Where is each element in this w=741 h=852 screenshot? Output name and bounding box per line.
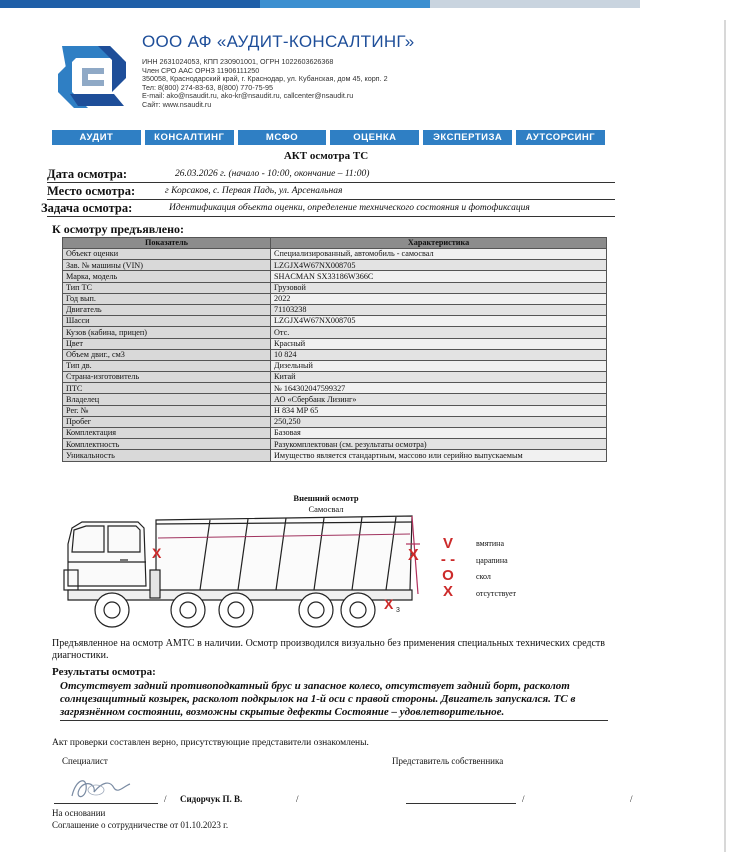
row-indicator: Кузов (кабина, прицеп): [63, 327, 271, 338]
table-row: [63, 249, 607, 260]
row-value: Базовая: [271, 428, 607, 439]
table-row: [63, 293, 607, 304]
row-value: Грузовой: [271, 282, 607, 293]
row-indicator: Владелец: [63, 394, 271, 405]
legend-chip-label: скол: [476, 572, 491, 581]
row-indicator: Комплектация: [63, 428, 271, 439]
signature-slash: /: [164, 794, 167, 804]
row-value: 250,250: [271, 416, 607, 427]
place-value: г Корсаков, с. Первая Падь, ул. Арсенальная: [165, 186, 343, 196]
table-row: [63, 416, 607, 427]
table-row: [63, 327, 607, 338]
row-value: Красный: [271, 338, 607, 349]
inspection-task-row: [41, 201, 615, 217]
spec-table: [62, 237, 607, 462]
signature-slash: /: [522, 794, 525, 804]
services-bar: [52, 130, 605, 145]
service-expertise: ЭКСПЕРТИЗА: [423, 130, 512, 145]
table-row: [63, 372, 607, 383]
mark-rear-index: 3: [396, 607, 400, 614]
date-value: 26.03.2026 г. (начало - 10:00, окончание – 11:00): [175, 169, 370, 179]
row-value: 2022: [271, 293, 607, 304]
row-indicator: Тип дв.: [63, 360, 271, 371]
presented-note: Предъявленное на осмотр АМТС в наличии. Осмотр производился визуально без применения специальных технических средств диагностики.: [52, 638, 605, 661]
row-indicator: Год вып.: [63, 293, 271, 304]
signature-slash: /: [296, 794, 299, 804]
legend-chip-symbol: O: [442, 567, 454, 584]
table-row: [63, 271, 607, 282]
results-text: Отсутствует задний противоподкатный брус и запасное колесо, отсутствует задний борт, расколот солнцезащитный козырек, расколот подкрылок на 1-й оси с правой стороны. Двигатель запускался. ТС в загрязнённом состоянии, возможны скрытые дефекты Состояние – удовлетворительное.: [60, 680, 608, 721]
verified-statement: Акт проверки составлен верно, присутствующие представители ознакомлены.: [52, 738, 369, 748]
basis-label: На основании: [52, 808, 106, 818]
legend-absent-symbol: X: [442, 583, 453, 600]
page-edge-divider: [724, 20, 726, 852]
exterior-title: Внешний осмотр: [293, 493, 359, 503]
exterior-vehicle-type: Самосвал: [308, 504, 344, 514]
requisite-line: Член СРО ААС ОРНЗ 11906111250: [142, 65, 260, 75]
legend-absent-label: отсутствует: [476, 589, 517, 598]
mark-rear-top-absent: X: [408, 547, 419, 564]
row-indicator: Цвет: [63, 338, 271, 349]
table-row: [63, 282, 607, 293]
row-value: Отс.: [271, 327, 607, 338]
service-ifrs: МСФО: [238, 130, 327, 145]
table-row: [63, 394, 607, 405]
legend-scratch-label: царапина: [476, 556, 508, 565]
requisite-line: ИНН 2631024053, КПП 230901001, ОГРН 1022603626368: [142, 57, 334, 66]
row-indicator: Объект оценки: [63, 249, 271, 260]
table-row: [63, 349, 607, 360]
row-value: LZGJX4W67NX008705: [271, 316, 607, 327]
owner-label: Представитель собственника: [392, 756, 504, 766]
row-indicator: Шасси: [63, 316, 271, 327]
specialist-signature: [66, 774, 136, 804]
table-row: [63, 383, 607, 394]
row-value: 10 824: [271, 349, 607, 360]
table-row: [63, 428, 607, 439]
legend-dent-symbol: V: [442, 535, 453, 552]
row-indicator: Страна-изготовитель: [63, 372, 271, 383]
service-outsourcing: АУТСОРСИНГ: [516, 130, 605, 145]
header-characteristic: Характеристика: [271, 238, 607, 249]
row-indicator: Тип ТС: [63, 282, 271, 293]
inspection-date-row: [47, 167, 615, 183]
results-title: Результаты осмотра:: [52, 666, 156, 678]
row-indicator: Рег. №: [63, 405, 271, 416]
row-value: Дизельный: [271, 360, 607, 371]
row-value: Имущество является стандартным, массово или серийно выпускаемым: [271, 450, 607, 461]
task-value: Идентификация объекта оценки, определение технического состояния и фотофиксация: [169, 203, 530, 213]
row-indicator: Марка, модель: [63, 271, 271, 282]
row-value: Китай: [271, 372, 607, 383]
requisite-line: Тел: 8(800) 274-83-63, 8(800) 770-75-95: [142, 82, 274, 92]
row-value: SHACMAN SX33186W366C: [271, 271, 607, 282]
table-row: [63, 260, 607, 271]
service-consulting: КОНСАЛТИНГ: [145, 130, 234, 145]
date-label: Дата осмотра:: [47, 167, 128, 181]
legend-scratch-symbol: - -: [440, 551, 456, 568]
row-value: LZGJX4W67NX008705: [271, 260, 607, 271]
table-row: [63, 304, 607, 315]
row-value: АО «Сбербанк Лизинг»: [271, 394, 607, 405]
inspection-place-row: [47, 184, 615, 200]
row-indicator: Пробег: [63, 416, 271, 427]
row-indicator: Объем двиг., см3: [63, 349, 271, 360]
row-indicator: ПТС: [63, 383, 271, 394]
presented-heading: К осмотру предъявлено:: [52, 222, 185, 236]
row-value: № 164302047599327: [271, 383, 607, 394]
row-indicator: Зав. № машины (VIN): [63, 260, 271, 271]
row-value: Н 834 МР 65: [271, 405, 607, 416]
top-color-bar: [0, 0, 640, 8]
requisite-line: 350058, Краснодарский край, г. Краснодар, ул. Кубанская, дом 45, корп. 2: [142, 74, 388, 84]
company-requisites: [142, 58, 388, 110]
document-title: АКТ осмотра ТС: [283, 150, 369, 162]
table-row: [63, 405, 607, 416]
task-label: Задача осмотра:: [41, 201, 133, 215]
row-indicator: Двигатель: [63, 304, 271, 315]
place-label: Место осмотра:: [47, 184, 136, 198]
company-name: ООО АФ «АУДИТ-КОНСАЛТИНГ»: [142, 32, 415, 51]
agreement-text: Соглашение о сотрудничестве от 01.10.2023 г.: [52, 820, 229, 830]
specialist-name: Сидорчук П. В.: [180, 794, 243, 804]
spec-table-header: [63, 238, 607, 249]
company-logo: [52, 34, 136, 118]
row-indicator: Комплектность: [63, 439, 271, 450]
row-indicator: Уникальность: [63, 450, 271, 461]
specialist-label: Специалист: [62, 756, 108, 766]
owner-signature-line: [406, 803, 516, 804]
table-row: [63, 360, 607, 371]
requisite-line: E-mail: ako@nsaudit.ru, ako-kr@nsaudit.ru, callcenter@nsaudit.ru: [142, 91, 354, 101]
row-value: Специализированный, автомобиль - самосвал: [271, 249, 607, 260]
specialist-signature-line: [54, 803, 158, 804]
mark-rear-bottom-absent: X: [384, 596, 394, 612]
damage-legend: [438, 534, 548, 614]
table-row: [63, 338, 607, 349]
header-indicator: Показатель: [63, 238, 271, 249]
signature-slash: /: [630, 794, 633, 804]
mark-cab-absent: X: [152, 545, 162, 561]
row-value: 71103238: [271, 304, 607, 315]
table-row: [63, 450, 607, 461]
truck-diagram: [60, 514, 440, 632]
row-value: Разукомплектован (см. результаты осмотра): [271, 439, 607, 450]
requisite-line: Сайт: www.nsaudit.ru: [142, 99, 212, 109]
table-row: [63, 439, 607, 450]
service-valuation: ОЦЕНКА: [330, 130, 419, 145]
table-row: [63, 316, 607, 327]
service-audit: АУДИТ: [52, 130, 141, 145]
legend-dent-label: вмятина: [476, 539, 504, 548]
